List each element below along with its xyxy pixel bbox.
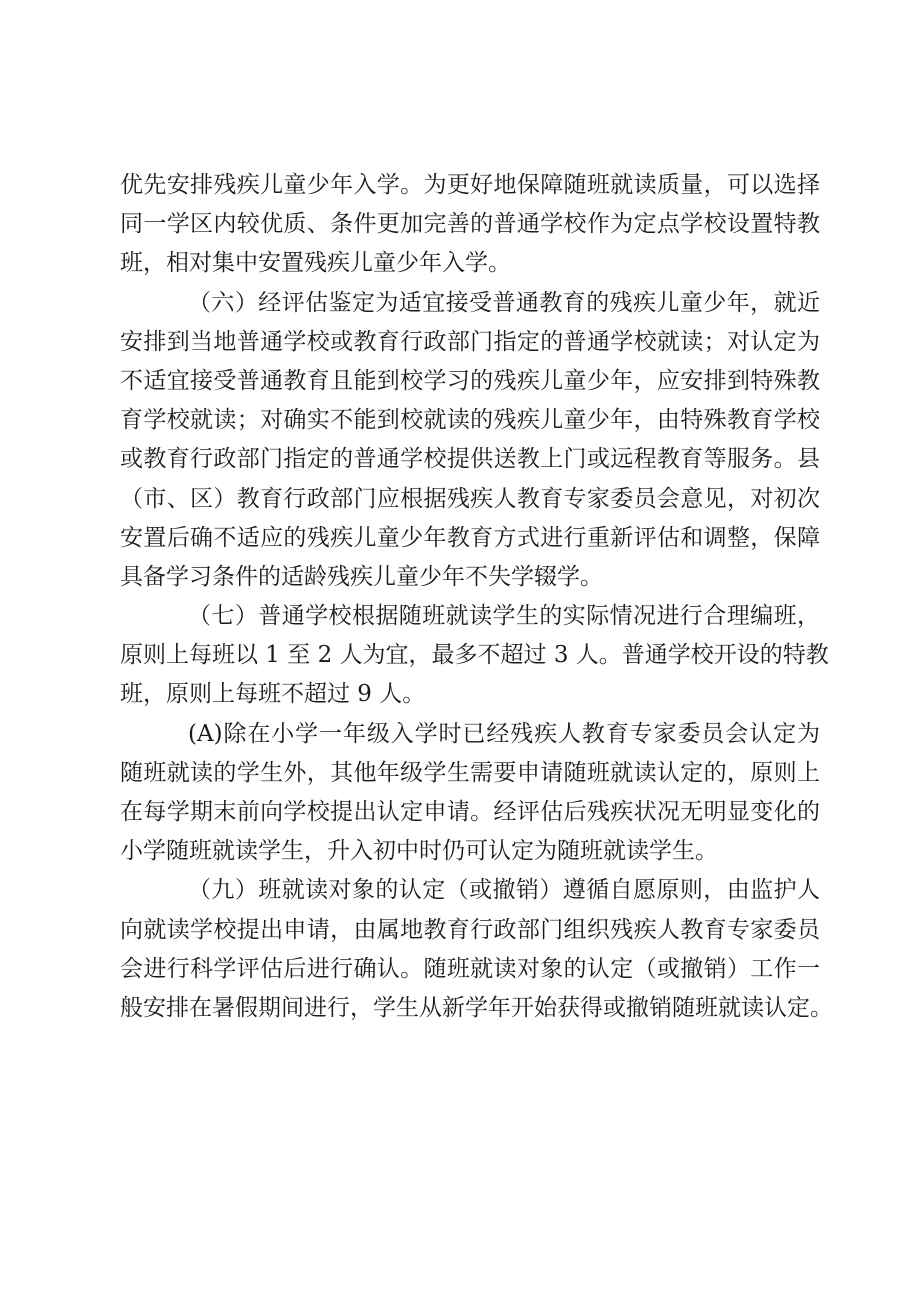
paragraph-item-9 <box>120 871 833 1028</box>
text-line: (A)除在小学一年级入学时已经残疾人教育专家委员会认定为 <box>188 720 820 747</box>
text-line: 安排到当地普通学校或教育行政部门指定的普通学校就读；对认定为 <box>120 328 820 355</box>
text-line: 班，相对集中安置残疾儿童少年入学。 <box>120 250 511 277</box>
text-line: 不适宜接受普通教育且能到校学习的残疾儿童少年，应安排到特殊教 <box>120 367 820 394</box>
text-line: 或教育行政部门指定的普通学校提供送教上门或远程教育等服务。县 <box>120 446 820 473</box>
paragraph-item-7 <box>120 597 829 715</box>
paragraph-item-6 <box>120 284 820 598</box>
text-line: 随班就读的学生外，其他年级学生需要申请随班就读认定的，原则上 <box>120 759 820 786</box>
text-line: 安置后确不适应的残疾儿童少年教育方式进行重新评估和调整，保障 <box>120 524 820 551</box>
text-line: 优先安排残疾儿童少年入学。为更好地保障随班就读质量，可以选择 <box>120 172 820 198</box>
text-line: 在每学期末前向学校提出认定申请。经评估后残疾状况无明显变化的 <box>120 799 820 825</box>
text-line: （七）普通学校根据随班就读学生的实际情况进行合理编班， <box>188 603 820 630</box>
document-body <box>120 166 833 1028</box>
text-line: 育学校就读；对确实不能到校就读的残疾儿童少年，由特殊教育学校 <box>120 407 820 434</box>
text-line: 向就读学校提出申请，由属地教育行政部门组织残疾人教育专家委员 <box>120 916 820 943</box>
paragraph-continuation <box>120 166 820 284</box>
text-line: 同一学区内较优质、条件更加完善的普通学校作为定点学校设置特教 <box>120 211 820 238</box>
text-line: 原则上每班以 1 至 2 人为宜，最多不超过 3 人。普通学校开设的特教 <box>120 642 829 669</box>
text-line: （九）班就读对象的认定（或撤销）遵循自愿原则，由监护人 <box>188 877 820 904</box>
text-line: （六）经评估鉴定为适宜接受普通教育的残疾儿童少年，就近 <box>188 289 820 316</box>
text-line: （市、区）教育行政部门应根据残疾人教育专家委员会意见，对初次 <box>120 485 820 512</box>
text-line: 小学随班就读学生，升入初中时仍可认定为随班就读学生。 <box>120 838 718 865</box>
paragraph-item-8 <box>120 715 820 872</box>
text-line: 会进行科学评估后进行确认。随班就读对象的认定（或撤销）工作一 <box>120 955 820 982</box>
text-line: 具备学习条件的适龄残疾儿童少年不失学辍学。 <box>120 563 603 590</box>
text-line: 般安排在暑假期间进行，学生从新学年开始获得或撤销随班就读认定。 <box>120 994 833 1021</box>
text-line: 班，原则上每班不超过 9 人。 <box>120 681 426 708</box>
